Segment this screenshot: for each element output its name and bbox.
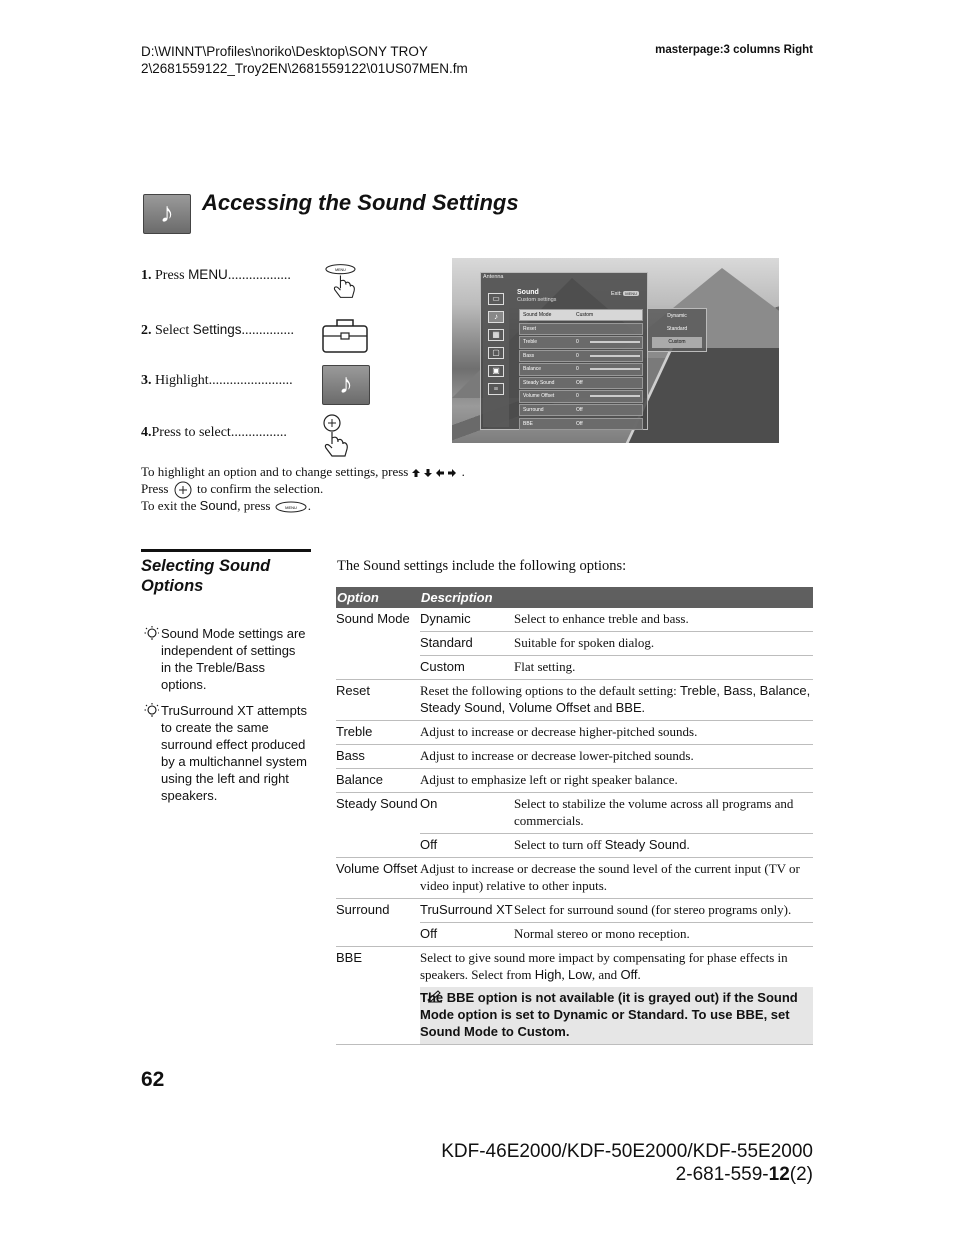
instruction-text: to confirm the selection. (196, 481, 324, 496)
osd-slider (590, 341, 640, 343)
file-path-line-2: 2\2681559122_Troy2EN\2681559122\01US07MEN.fm (141, 61, 468, 76)
table-row (336, 745, 813, 769)
instruction-text: To highlight an option and to change settings, press (141, 464, 409, 479)
option-description: Normal stereo or mono reception. (514, 923, 813, 947)
option-name: Sound Mode (336, 608, 420, 680)
table-header-row (336, 587, 813, 608)
step-3 (141, 373, 293, 389)
osd-popup-item: Custom (652, 337, 702, 348)
desc-text: and (590, 700, 616, 715)
parental-lock-icon: ▣ (488, 365, 504, 377)
part-code-revision: 12 (768, 1164, 790, 1185)
table-row (336, 608, 813, 632)
osd-sound-mode-popup (647, 308, 707, 352)
step-text: Highlight (155, 373, 209, 388)
arrow-keys-icon (412, 468, 462, 478)
desc-text: Select to give sound more impact by compensating for phase effects in speakers. Select from (420, 950, 788, 982)
option-name: Reset (336, 680, 420, 721)
sub-option: Off (420, 923, 514, 947)
step-ui-term: MENU (188, 267, 228, 282)
option-description (420, 680, 813, 721)
screen-icon: ▦ (488, 329, 504, 341)
desc-text: . (686, 837, 690, 852)
select-button-press-icon (320, 414, 360, 460)
lightbulb-tip-icon (143, 625, 159, 641)
osd-row (519, 309, 643, 321)
step-dots: ........................ (208, 373, 293, 388)
option-name: Balance (336, 769, 420, 793)
osd-row (519, 404, 643, 416)
page-title: Accessing the Sound Settings (202, 190, 519, 215)
option-description: Adjust to increase or decrease lower-pitched sounds. (420, 745, 813, 769)
tv-sound-menu-screenshot (452, 258, 779, 443)
option-description (514, 834, 813, 858)
instruction-text: , press (237, 498, 271, 513)
column-header-description: Description (420, 587, 813, 608)
toolbox-settings-icon (320, 316, 370, 356)
instruction-line-3 (141, 497, 311, 514)
option-description (420, 947, 813, 988)
desc-ui-term: Steady Sound (604, 837, 687, 852)
step-1 (141, 267, 291, 284)
lightbulb-tip-icon (143, 702, 159, 718)
option-name: Steady Sound (336, 793, 420, 858)
step-number: 4. (141, 425, 152, 440)
osd-panel (480, 272, 648, 430)
sound-options-table (336, 587, 813, 1045)
desc-ui-term: Treble, Bass, Balance, Steady Sound, Volume Offset (420, 683, 811, 715)
note-text: The BBE option is not available (it is grayed out) if the Sound Mode option is set to Dynamic or Standard. To use BBE, set Sound Mode to Custom. (420, 990, 798, 1039)
desc-text: , and (591, 967, 621, 982)
tip-text: TruSurround XT attempts to create the same surround effect produced by a multichannel system using the left and right speakers. (161, 703, 307, 803)
channel-icon: ▢ (488, 347, 504, 359)
osd-popup-item: Standard (666, 326, 688, 332)
setup-icon: ≡ (488, 383, 504, 395)
step-2 (141, 322, 294, 339)
desc-text: Select to turn off (514, 837, 605, 852)
part-code-suffix: (2) (789, 1164, 813, 1185)
menu-button-press-icon (320, 261, 370, 301)
tip-2 (143, 702, 308, 804)
instruction-ui-term: Sound (199, 498, 238, 513)
step-text: Press (155, 268, 189, 283)
step-dots: ............... (241, 323, 294, 338)
desc-text: , (561, 967, 569, 982)
step-text: Select (155, 323, 193, 338)
page-number: 62 (141, 1068, 165, 1091)
part-code (441, 1163, 813, 1186)
osd-popup-item: Dynamic (667, 313, 687, 319)
step-ui-term: Settings (192, 322, 242, 337)
osd-exit-hint (611, 291, 639, 297)
option-description: Select to stabilize the volume across all programs and commercials. (514, 793, 813, 834)
osd-exit-button-label: MENU (625, 291, 638, 296)
table-row (336, 947, 813, 988)
bbe-note (420, 987, 813, 1045)
table-row (336, 899, 813, 923)
osd-row-key: Surround (523, 407, 544, 414)
instruction-line-1 (141, 463, 465, 480)
option-name: Surround (336, 899, 420, 947)
option-name: Treble (336, 721, 420, 745)
option-description: Flat setting. (514, 656, 813, 680)
osd-row-key: Bass (523, 352, 535, 359)
model-footer (441, 1140, 813, 1186)
step-number: 2. (141, 323, 152, 338)
osd-exit-label: Exit: (611, 291, 622, 297)
option-description: Adjust to increase or decrease higher-pitched sounds. (420, 721, 813, 745)
osd-row-value: 0 (576, 393, 579, 400)
osd-slider (590, 395, 640, 397)
osd-row-key: Steady Sound (523, 379, 555, 386)
osd-row-key: Balance (523, 366, 542, 373)
file-path-line-1: D:\WINNT\Profiles\noriko\Desktop\SONY TROY (141, 44, 428, 59)
sub-option: Custom (420, 656, 514, 680)
table-row (336, 721, 813, 745)
sound-icon: ♪ (488, 311, 504, 323)
option-description: Select to enhance treble and bass. (514, 608, 813, 632)
menu-button-icon (274, 500, 308, 514)
osd-slider (590, 368, 640, 370)
part-code-prefix: 2-681-559- (675, 1164, 769, 1185)
osd-row-key: Reset (523, 325, 537, 332)
instruction-text: Press (141, 481, 169, 496)
tip-text: Sound Mode settings are independent of settings in the Treble/Bass options. (161, 626, 306, 692)
desc-text: . (641, 700, 645, 715)
option-description: Select for surround sound (for stereo programs only). (514, 899, 813, 923)
osd-subheading: Custom settings (517, 297, 557, 303)
osd-row-value: 0 (576, 339, 579, 346)
table-row (336, 793, 813, 834)
osd-row-key: Treble (523, 339, 537, 346)
svg-text:MENU: MENU (284, 505, 297, 511)
model-numbers: KDF-46E2000/KDF-50E2000/KDF-55E2000 (441, 1141, 813, 1162)
osd-row-value: 0 (576, 366, 579, 373)
osd-category-sidebar (483, 287, 509, 427)
step-4 (141, 425, 287, 441)
sound-menu-icon: ♪ (322, 365, 370, 405)
masterpage-label: masterpage:3 columns Right (655, 44, 813, 56)
note-pencil-icon (426, 989, 444, 1003)
osd-row-key: BBE (523, 420, 534, 427)
table-intro: The Sound settings include the following options: (337, 558, 627, 574)
sidebar-title: Selecting Sound Options (141, 557, 271, 595)
sub-option: On (420, 793, 514, 834)
osd-row (519, 418, 643, 430)
desc-text: Reset the following options to the default setting: (420, 683, 680, 698)
table-row (336, 858, 813, 899)
table-row (336, 680, 813, 721)
desc-ui-term: High (534, 967, 562, 982)
option-description: Adjust to emphasize left or right speaker balance. (420, 769, 813, 793)
osd-option-list (519, 309, 643, 431)
osd-row-value: Custom (576, 312, 594, 318)
tip-1 (143, 625, 308, 693)
column-header-option: Option (336, 587, 420, 608)
sub-option: Off (420, 834, 514, 858)
file-path (141, 43, 468, 77)
option-name: BBE (336, 947, 420, 1045)
sidebar-rule (141, 549, 311, 552)
option-description: Suitable for spoken dialog. (514, 632, 813, 656)
option-name: Volume Offset (336, 858, 420, 899)
table-row (336, 769, 813, 793)
step-dots: ................ (230, 425, 287, 440)
sub-option: Dynamic (420, 608, 514, 632)
sub-option: TruSurround XT (420, 899, 514, 923)
osd-row (519, 350, 643, 362)
instruction-text: . (461, 464, 465, 479)
instruction-text: . (307, 498, 311, 513)
osd-heading: Sound (517, 289, 539, 296)
option-description: Adjust to increase or decrease the sound level of the current input (TV or video input) relative to other inputs. (420, 858, 813, 899)
svg-text:MENU: MENU (335, 268, 346, 272)
desc-ui-term: BBE (615, 700, 642, 715)
osd-row-value: Off (576, 379, 583, 386)
desc-text: . (637, 967, 641, 982)
sub-option: Standard (420, 632, 514, 656)
osd-row (519, 336, 643, 348)
osd-slider (590, 355, 640, 357)
step-number: 3. (141, 373, 152, 388)
osd-row (519, 377, 643, 389)
osd-row (519, 323, 643, 335)
osd-row-value: 0 (576, 352, 579, 359)
osd-input-label: Antenna (483, 274, 504, 280)
option-name: Bass (336, 745, 420, 769)
osd-row-key: Sound Mode (523, 312, 552, 318)
picture-icon: ▭ (488, 293, 504, 305)
desc-ui-term: Low (568, 967, 592, 982)
desc-ui-term: Off (620, 967, 638, 982)
music-note-icon: ♪ (143, 194, 191, 234)
step-dots: .................. (227, 268, 291, 283)
instruction-text: To exit the (141, 498, 197, 513)
osd-row-value: Off (576, 420, 583, 427)
osd-row (519, 390, 643, 402)
osd-row-value: Off (576, 407, 583, 414)
step-text: Press to select (151, 425, 231, 440)
osd-row (519, 363, 643, 375)
step-number: 1. (141, 268, 152, 283)
osd-row-key: Volume Offset (523, 393, 555, 400)
